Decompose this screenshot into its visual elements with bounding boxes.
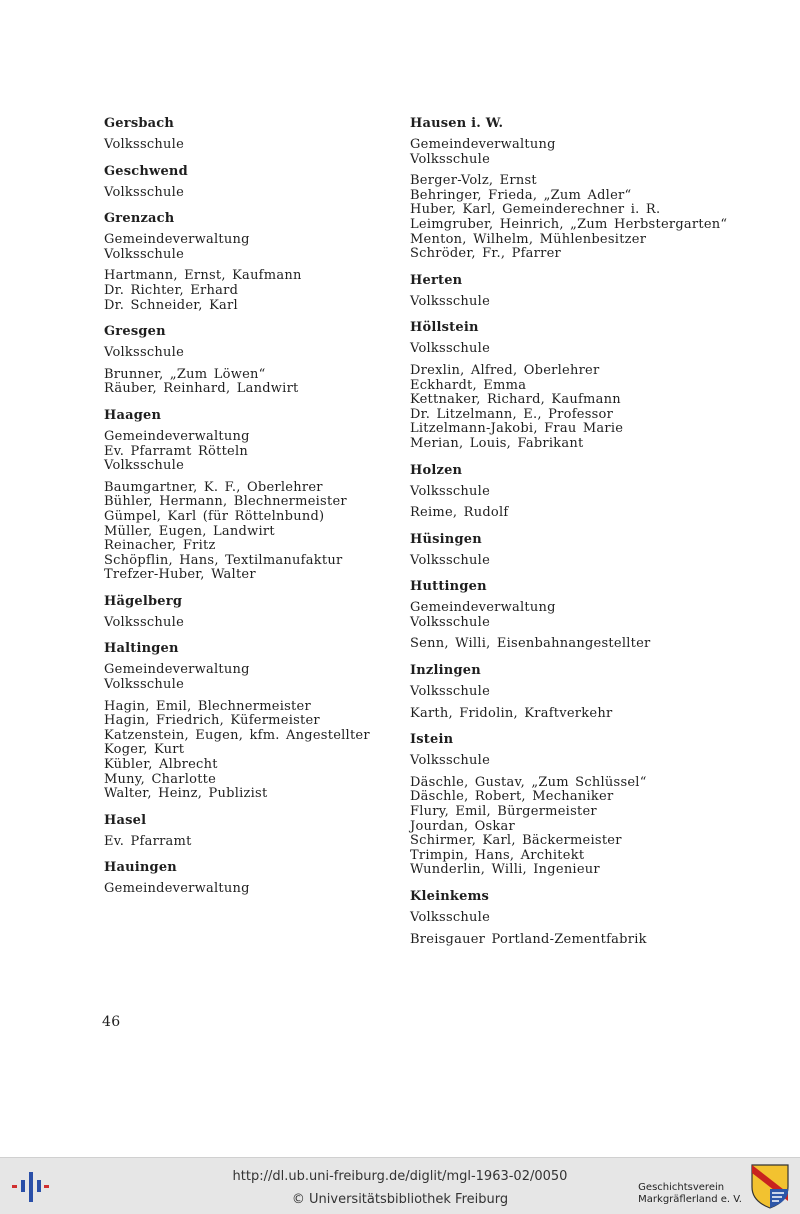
entry-herten (410, 272, 740, 310)
entry-line: Gemeindeverwaltung (410, 137, 556, 152)
entry-line: Eckhardt, Emma (410, 377, 527, 393)
entry-group (104, 616, 434, 631)
entry-line: Ev. Pfarramt (104, 833, 192, 849)
entry-group (410, 342, 740, 357)
entry-group (410, 601, 740, 630)
entry-h-gelberg (104, 593, 434, 631)
entry-line: Huber, Karl, Gemeinderechner i. R. (410, 202, 661, 218)
entry-line: Gemeindeverwaltung (104, 232, 250, 248)
entry-line: Müller, Eugen, Landwirt (104, 523, 275, 539)
place-heading: Hüsingen (410, 531, 482, 547)
entry-group (410, 707, 740, 722)
entry-line: Volksschule (410, 293, 491, 309)
entry-line: Hagin, Emil, Blechnermeister (104, 698, 311, 714)
entry-line: Volksschule (104, 458, 185, 474)
entry-line: Volksschule (104, 184, 185, 200)
place-heading: Haltingen (104, 641, 179, 657)
entry-hasel (104, 812, 434, 850)
entry-group (410, 933, 740, 948)
place-heading: Gersbach (104, 116, 175, 131)
entry-line: Volksschule (410, 684, 491, 700)
entry-line: Volksschule (104, 246, 185, 262)
entry-group (410, 295, 740, 310)
page-number: 46 (102, 1014, 121, 1030)
place-heading: Haagen (104, 407, 162, 423)
entry-line: Senn, Willi, Eisenbahnangestellter (410, 636, 651, 652)
entry-group (104, 882, 434, 897)
entry-group (410, 554, 740, 569)
entry-line: Karth, Fridolin, Kraftverkehr (410, 705, 613, 721)
place-heading: Grenzach (104, 211, 175, 227)
entry-group (410, 506, 740, 521)
entry-holzen (410, 462, 740, 521)
right-column (410, 115, 740, 957)
entry-line: Volksschule (410, 483, 491, 499)
place-heading: Inzlingen (410, 663, 481, 679)
entry-haltingen (104, 640, 434, 801)
entry-line: Litzelmann-Jakobi, Frau Marie (410, 421, 624, 437)
entry-line: Reime, Rudolf (410, 505, 509, 521)
place-heading: Gresgen (104, 324, 166, 340)
entry-line: Bühler, Hermann, Blechnermeister (104, 494, 347, 510)
coat-of-arms-icon[interactable] (750, 1163, 790, 1209)
entry-line: Leimgruber, Heinrich, „Zum Herbstergarten“ (410, 216, 728, 232)
place-heading: Hausen i. W. (410, 116, 504, 131)
entry-line: Kübler, Albrecht (104, 757, 218, 773)
entry-group (410, 776, 740, 878)
place-heading: Kleinkems (410, 889, 490, 904)
entry-line: Volksschule (104, 137, 185, 152)
entry-line: Gemeindeverwaltung (104, 428, 250, 444)
entry-line: Baumgartner, K. F., Oberlehrer (104, 479, 323, 495)
source-url[interactable]: http://dl.ub.uni-freiburg.de/diglit/mgl-1963-02/0050 (232, 1169, 568, 1184)
entry-line: Volksschule (410, 151, 491, 167)
entry-line: Schirmer, Karl, Bäckermeister (410, 833, 622, 849)
entry-line: Berger-Volz, Ernst (410, 173, 537, 189)
entry-hausen-i-w (410, 115, 740, 262)
entry-group (410, 364, 740, 452)
entry-huttingen (410, 578, 740, 652)
entry-line: Schröder, Fr., Pfarrer (410, 246, 562, 262)
entry-group (410, 138, 740, 167)
entry-group (410, 637, 740, 652)
entry-group (104, 346, 434, 361)
entry-group (410, 485, 740, 500)
entry-line: Volksschule (104, 345, 185, 361)
entry-line: Volksschule (410, 552, 491, 568)
entry-line: Schöpflin, Hans, Textilmanufaktur (104, 552, 343, 568)
place-heading: Hauingen (104, 860, 177, 876)
entry-line: Dr. Richter, Erhard (104, 282, 239, 298)
entry-line: Flury, Emil, Bürgermeister (410, 804, 597, 820)
footer-bar (0, 1157, 800, 1214)
place-heading: Huttingen (410, 579, 487, 595)
entry-line: Trefzer-Huber, Walter (104, 567, 256, 583)
entry-line: Däschle, Robert, Mechaniker (410, 789, 614, 805)
entry-gresgen (104, 323, 434, 397)
entry-line: Breisgauer Portland-Zementfabrik (410, 931, 647, 947)
entry-geschwend (104, 163, 434, 201)
entry-line: Gemeindeverwaltung (104, 662, 250, 678)
entry-line: Räuber, Reinhard, Landwirt (104, 381, 299, 397)
place-heading: Höllstein (410, 320, 479, 336)
entry-kleinkems (410, 888, 740, 947)
entry-hauingen (104, 859, 434, 897)
entry-line: Koger, Kurt (104, 742, 185, 758)
entry-line: Ev. Pfarramt Rötteln (104, 443, 249, 459)
entry-line: Hagin, Friedrich, Küfermeister (104, 713, 320, 729)
entry-line: Walter, Heinz, Publizist (104, 786, 268, 802)
entry-h-llstein (410, 319, 740, 451)
entry-line: Katzenstein, Eugen, kfm. Angestellter (104, 727, 370, 743)
place-heading: Hägelberg (104, 593, 183, 609)
entry-line: Volksschule (410, 910, 491, 925)
place-heading: Herten (410, 272, 463, 288)
entry-line: Trimpin, Hans, Architekt (410, 847, 585, 863)
entry-line: Volksschule (410, 753, 491, 769)
entry-line: Drexlin, Alfred, Oberlehrer (410, 362, 600, 378)
place-heading: Geschwend (104, 163, 188, 179)
entry-istein (410, 731, 740, 878)
entry-line: Jourdan, Oskar (410, 818, 516, 834)
entry-group (410, 174, 740, 262)
entry-line: Volksschule (410, 614, 491, 630)
entry-inzlingen (410, 662, 740, 721)
entry-line: Menton, Wilhelm, Mühlenbesitzer (410, 231, 647, 247)
entry-group (104, 138, 434, 153)
entry-group (104, 186, 434, 201)
entry-line: Dr. Schneider, Karl (104, 297, 238, 313)
copyright-notice: © Universitätsbibliothek Freiburg (291, 1192, 509, 1207)
entry-group (104, 269, 434, 313)
entry-grenzach (104, 210, 434, 313)
entry-line: Gümpel, Karl (für Röttelnbund) (104, 508, 325, 524)
entry-line: Volksschule (104, 614, 185, 630)
place-heading: Istein (410, 732, 454, 748)
left-column (104, 115, 434, 907)
entry-line: Wunderlin, Willi, Ingenieur (410, 862, 600, 878)
entry-h-singen (410, 531, 740, 569)
entry-group (104, 368, 434, 397)
entry-line: Dr. Litzelmann, E., Professor (410, 406, 614, 422)
entry-group (104, 481, 434, 583)
entry-line: Muny, Charlotte (104, 771, 217, 787)
place-heading: Holzen (410, 462, 463, 478)
entry-line: Kettnaker, Richard, Kaufmann (410, 392, 621, 408)
entry-line: Brunner, „Zum Löwen“ (104, 366, 266, 382)
entry-line: Reinacher, Fritz (104, 538, 216, 554)
entry-haagen (104, 407, 434, 583)
society-name-line-2: Markgräflerland e. V. (638, 1194, 742, 1205)
entry-group (104, 835, 434, 850)
entry-gersbach (104, 115, 434, 153)
entry-line: Hartmann, Ernst, Kaufmann (104, 268, 302, 284)
place-heading: Hasel (104, 812, 147, 828)
entry-group (104, 430, 434, 474)
entry-group (104, 233, 434, 262)
entry-line: Volksschule (410, 341, 491, 357)
entry-line: Volksschule (104, 677, 185, 693)
society-name-line-1: Geschichtsverein (638, 1182, 725, 1193)
entry-group (104, 700, 434, 802)
entry-line: Behringer, Frieda, „Zum Adler“ (410, 187, 632, 203)
entry-line: Däschle, Gustav, „Zum Schlüssel“ (410, 774, 647, 790)
entry-group (410, 911, 740, 926)
entry-group (104, 663, 434, 692)
entry-group (410, 754, 740, 769)
entry-line: Gemeindeverwaltung (410, 600, 556, 616)
entry-line: Gemeindeverwaltung (104, 881, 250, 897)
entry-line: Merian, Louis, Fabrikant (410, 435, 584, 451)
society-name (638, 1182, 742, 1206)
entry-group (410, 685, 740, 700)
